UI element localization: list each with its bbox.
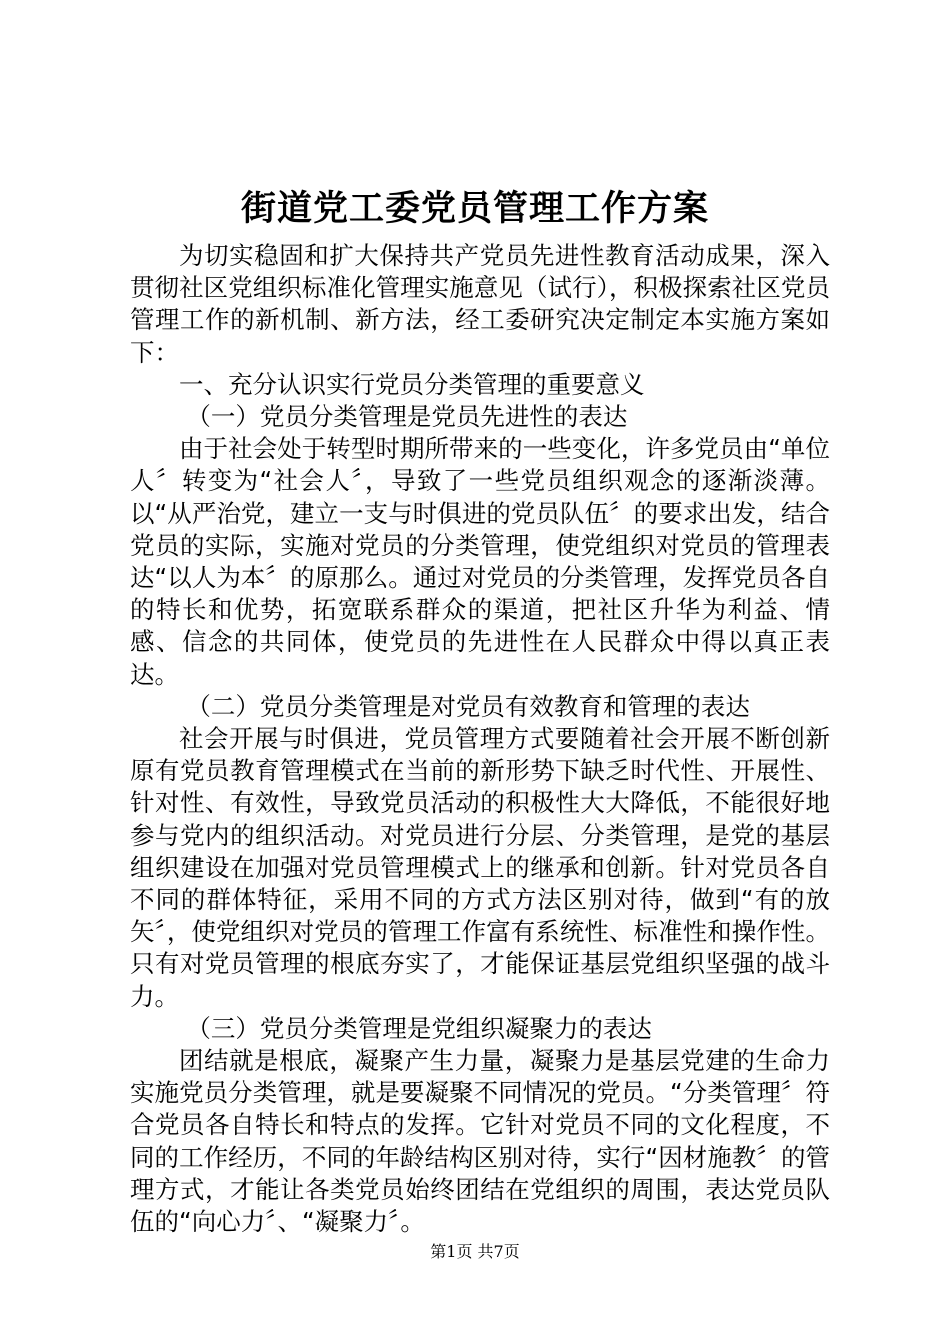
document-body xyxy=(130,240,830,1238)
intro-paragraph: 为切实稳固和扩大保持共产党员先进性教育活动成果，深入贯彻社区党组织标准化管理实施意见（试行），积极探索社区党员管理工作的新机制、新方法，经工委研究决定制定本实施方案如下： xyxy=(130,241,830,367)
subsection-heading-1: （一）党员分类管理是党员先进性的表达 xyxy=(186,402,628,432)
page-number-footer: 第1页 共7页 xyxy=(430,1242,520,1261)
subsection-heading-3: （三）党员分类管理是党组织凝聚力的表达 xyxy=(186,1013,652,1043)
body-paragraph-1: 由于社会处于转型时期所带来的一些变化，许多党员由“单位人〞转变为“社会人〞，导致了一些党员组织观念的逐渐淡薄。以“从严治党，建立一支与时俱进的党员队伍〞的要求出发，结合党员的实际，实施对党员的分类管理，使党组织对党员的管理表达“以人为本〞的原那么。通过对党员的分类管理，发挥党员各自的特长和优势，拓宽联系群众的渠道，把社区升华为利益、情感、信念的共同体，使党员的先进性在人民群众中得以真正表达。 xyxy=(130,434,830,689)
body-paragraph-3: 团结就是根底，凝聚产生力量，凝聚力是基层党建的生命力实施党员分类管理，就是要凝聚不同情况的党员。“分类管理〞符合党员各自特长和特点的发挥。它针对党员不同的文化程度，不同的工作经历，不同的年龄结构区别对待，实行“因材施教〞的管理方式，才能让各类党员始终团结在党组织的周围，表达党员队伍的“向心力〞、“凝聚力〞。 xyxy=(130,1046,830,1237)
subsection-heading-2: （二）党员分类管理是对党员有效教育和管理的表达 xyxy=(186,691,750,721)
section-heading-1: 一、充分认识实行党员分类管理的重要意义 xyxy=(179,369,645,399)
document-title: 街道党工委党员管理工作方案 xyxy=(240,188,709,229)
body-paragraph-2: 社会开展与时俱进，党员管理方式要随着社会开展不断创新原有党员教育管理模式在当前的新形势下缺乏时代性、开展性、针对性、有效性，导致党员活动的积极性大大降低，不能很好地参与党内的组织活动。对党员进行分层、分类管理，是党的基层组织建设在加强对党员管理模式上的继承和创新。针对党员各自不同的群体特征，采用不同的方式方法区别对待，做到“有的放矢〞，使党组织对党员的管理工作富有系统性、标准性和操作性。只有对党员管理的根底夯实了，才能保证基层党组织坚强的战斗力。 xyxy=(130,724,830,1011)
